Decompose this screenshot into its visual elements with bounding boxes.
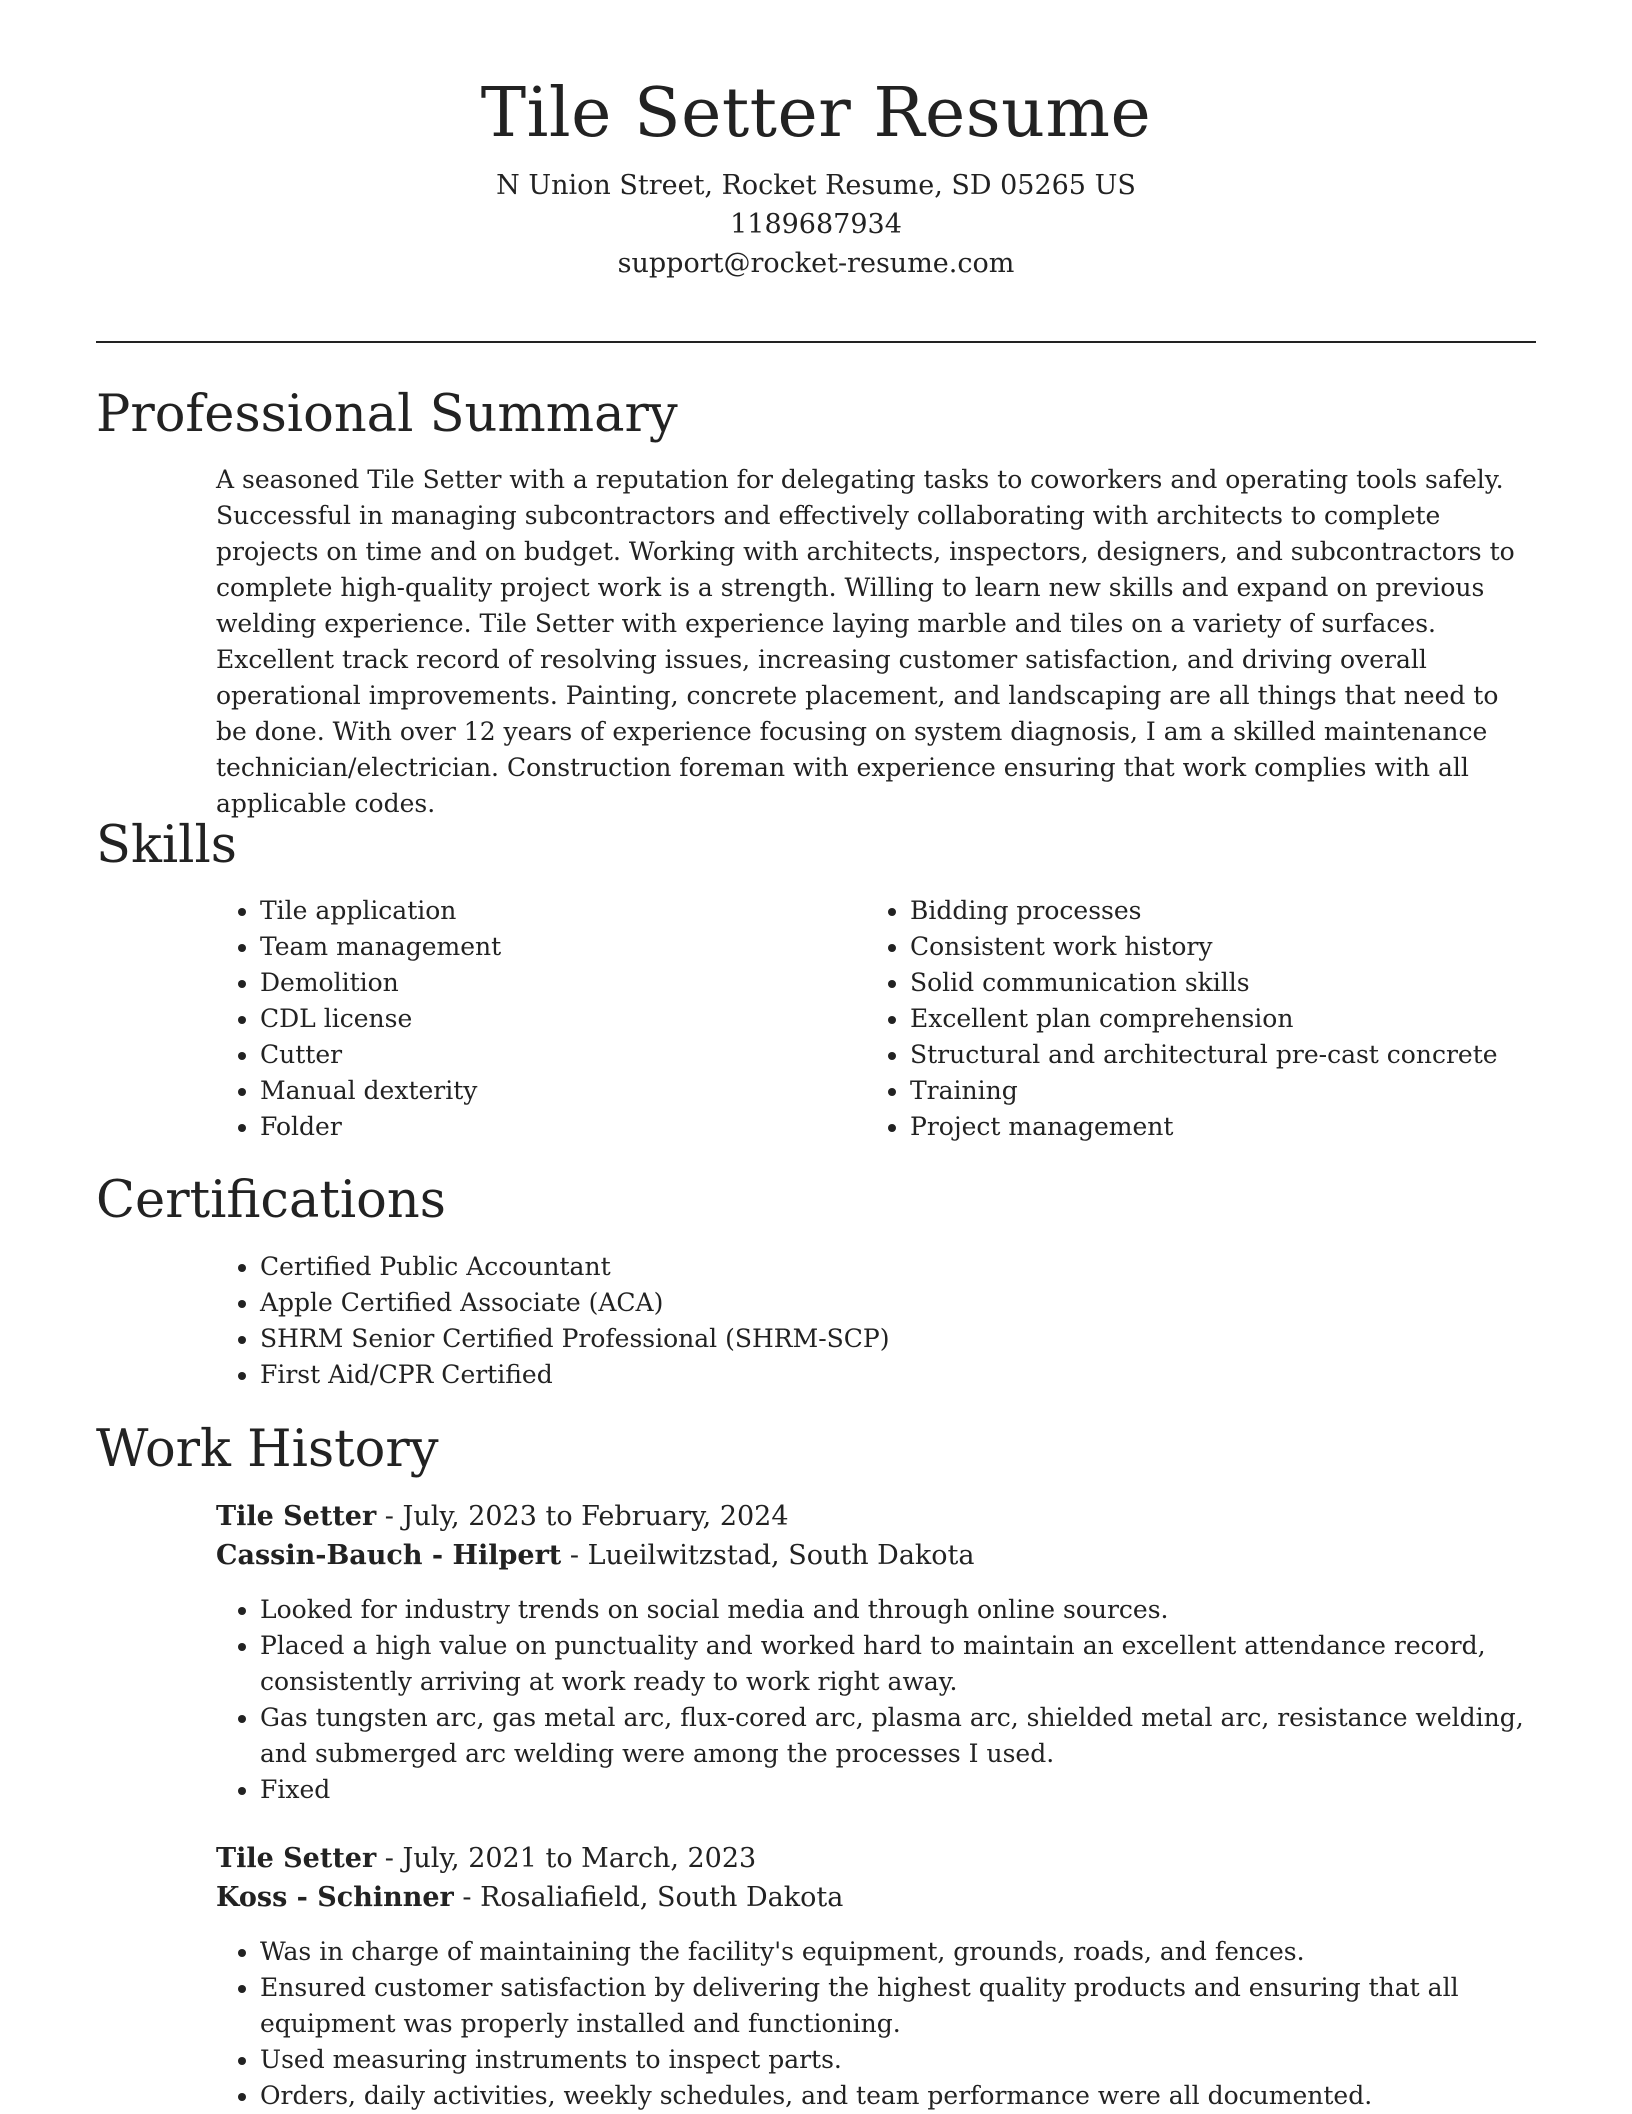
skill-item: • Demolition [260,965,866,1001]
work-history-section [96,1420,1536,1479]
job-bullet: • Used measuring instruments to inspect parts. [260,2042,1536,2078]
skill-item: • Consistent work history [910,929,1516,965]
summary-heading: Professional Summary [96,385,678,444]
job-bullet: • Gas tungsten arc, gas metal arc, flux-cored arc, plasma arc, shielded metal arc, resistance welding, and submerged arc welding were among the processes I used. [260,1700,1536,1772]
skill-item: • Excellent plan comprehension [910,1001,1516,1037]
job-bullet: • Was in charge of maintaining the facility's equipment, grounds, roads, and fences. [260,1934,1536,1970]
skills-right-column [866,893,1516,1145]
job-title: Tile Setter [216,1843,377,1874]
skill-item: • Solid communication skills [910,965,1516,1001]
skill-item: • Manual dexterity [260,1073,866,1109]
phone: 1189687934 [730,209,902,240]
job-dates: - July, 2021 to March, 2023 [376,1843,757,1874]
certification-item: • Certified Public Accountant [260,1249,1536,1285]
job-location: - Lueilwitzstad, South Dakota [561,1540,975,1571]
skill-item: • Tile application [260,893,866,929]
job-company: Koss - Schinner [216,1882,454,1913]
resume-header [0,74,1632,283]
skill-item: • Training [910,1073,1516,1109]
skills-left-column [216,893,866,1145]
certification-item: • SHRM Senior Certified Professional (SHRM-SCP) [260,1321,1536,1357]
job-bullets [216,1592,1536,1808]
address: N Union Street, Rocket Resume, SD 05265 US [496,170,1136,201]
certifications-section [96,1171,1536,1230]
job-bullets [216,1934,1536,2114]
job-bullet: • Fixed [260,1772,1536,1808]
contact-block [0,166,1632,283]
skill-item: • CDL license [260,1001,866,1037]
job-bullet: • Ensured customer satisfaction by delivering the highest quality products and ensuring that all equipment was properly installed and functioning. [260,1970,1536,2042]
page-title: Tile Setter Resume [480,74,1152,153]
job-dates: - July, 2023 to February, 2024 [376,1501,789,1532]
job-bullet: • Orders, daily activities, weekly schedules, and team performance were all documented. [260,2078,1536,2114]
job-title-line [216,1839,1536,1878]
job-entry [216,1839,1536,1917]
summary-text: A seasoned Tile Setter with a reputation for delegating tasks to coworkers and operating tools safely. Successful in managing subcontractors and effectively collaborating with architects to complete projects on time and on budget. Working with architects, inspectors, designers, and subcontractors to complete high-quality project work is a strength. Willing to learn new skills and expand on previous welding experience. Tile Setter with experience laying marble and tiles on a variety of surfaces. Excellent track record of resolving issues, increasing customer satisfaction, and driving overall operational improvements. Painting, concrete placement, and landscaping are all things that need to be done. With over 12 years of experience focusing on system diagnosis, I am a skilled maintenance technician/electrician. Construction foreman with experience ensuring that work complies with all applicable codes. [216,465,1515,818]
job-entry [216,1497,1536,1575]
work-history-heading: Work History [96,1420,439,1479]
skill-item: • Project management [910,1109,1516,1145]
job-company-line [216,1878,1536,1917]
job-bullet: • Placed a high value on punctuality and worked hard to maintain an excellent attendance record, consistently arriving at work ready to work right away. [260,1628,1536,1700]
skills-columns [216,893,1536,1145]
skill-item: • Bidding processes [910,893,1516,929]
certification-item: • First Aid/CPR Certified [260,1357,1536,1393]
certifications-heading: Certifications [96,1171,446,1230]
email: support@rocket-resume.com [617,248,1015,279]
skills-section [96,816,1536,875]
job-company-line [216,1536,1536,1575]
job-company: Cassin-Bauch - Hilpert [216,1540,562,1571]
skill-item: • Folder [260,1109,866,1145]
skill-item: • Team management [260,929,866,965]
job-bullet: • Looked for industry trends on social media and through online sources. [260,1592,1536,1628]
job-title-line [216,1497,1536,1536]
job-location: - Rosaliafield, South Dakota [453,1882,844,1913]
skills-heading: Skills [96,816,237,875]
certification-item: • Apple Certified Associate (ACA) [260,1285,1536,1321]
certifications-list [216,1249,1536,1393]
header-divider [96,341,1536,343]
summary-section [96,385,1536,444]
job-title: Tile Setter [216,1501,377,1532]
skill-item: • Cutter [260,1037,866,1073]
skill-item: • Structural and architectural pre-cast concrete [910,1037,1516,1073]
